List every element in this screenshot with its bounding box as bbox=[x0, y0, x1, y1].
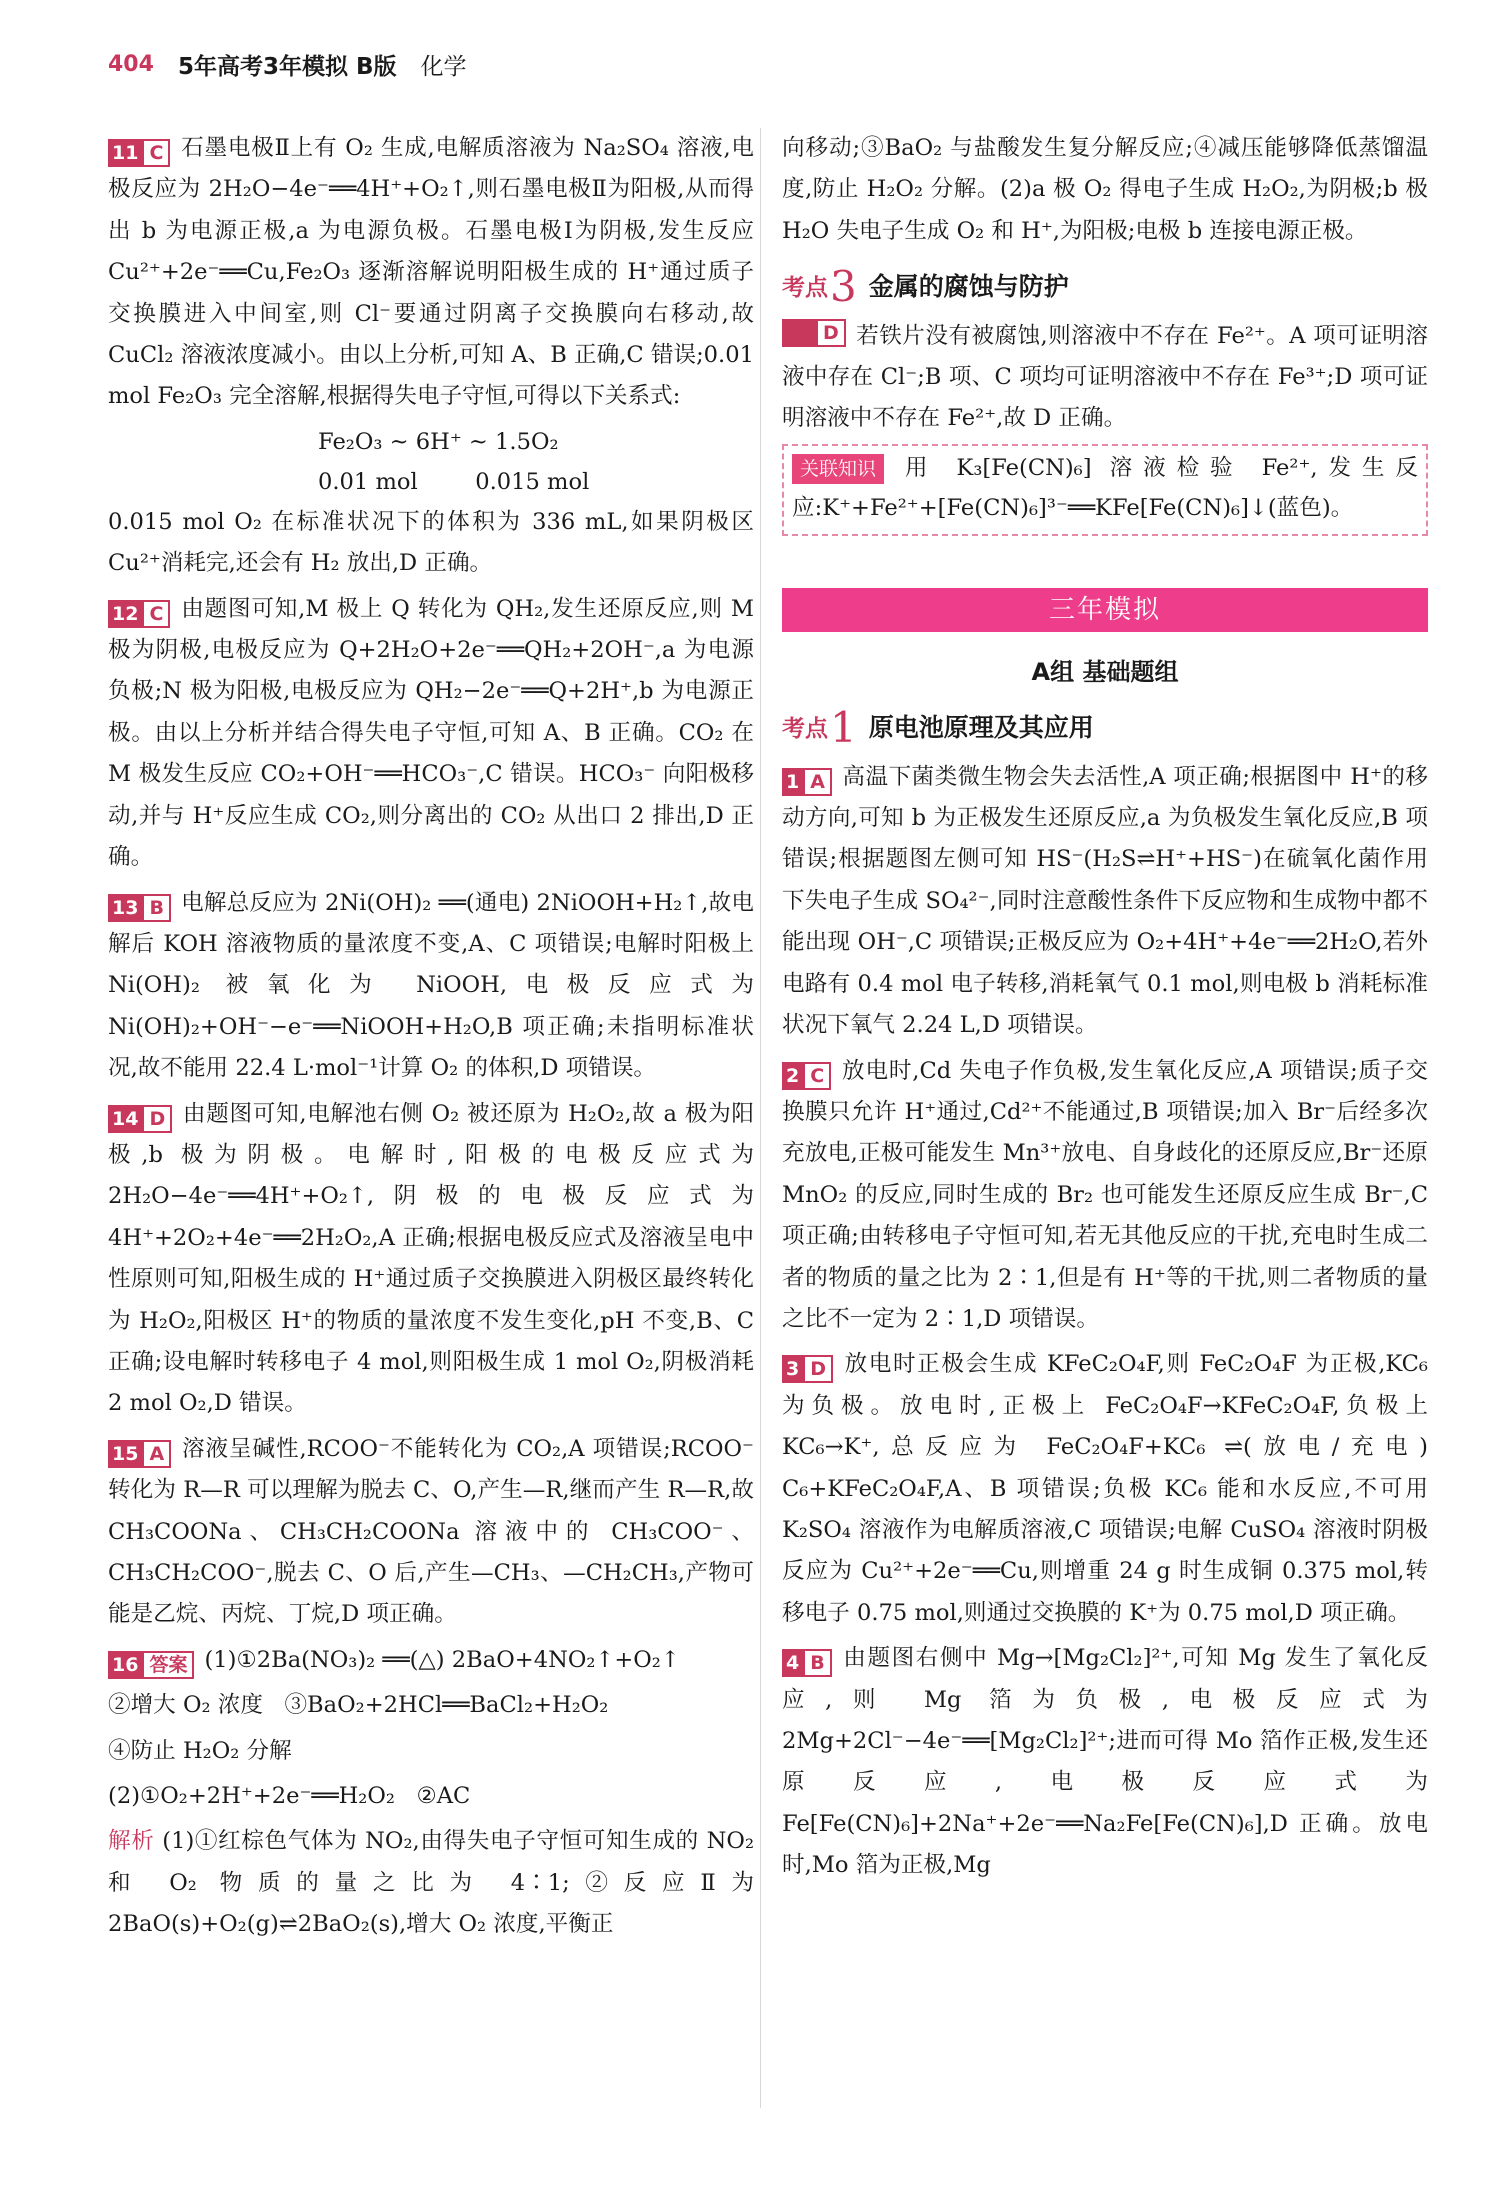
answer-text: 若铁片没有被腐蚀,则溶液中不存在 Fe²⁺。A 项可证明溶液中存在 Cl⁻;B 项、C 项均可证明溶液中不存在 Fe³⁺;D 项可证明溶液中不存在 Fe²⁺,故 D 正确。 bbox=[782, 322, 1428, 432]
answer-text: 由题图右侧中 Mg→[Mg₂Cl₂]²⁺,可知 Mg 发生了氧化反应,则 Mg 箔为负极,电极反应式为 2Mg+2Cl⁻−4e⁻══[Mg₂Cl₂]²⁺;进而可得 Mo 箔作正极,发生还原反应,电极反应式为 Fe[Fe(CN)₆]+2Na⁺+2e⁻══Na₂Fe[Fe(CN)₆],D 正确。放电时,Mo 箔为正极,Mg bbox=[782, 1645, 1428, 1879]
answer-text: 放电时正极会生成 KFeC₂O₄F,则 FeC₂O₄F 为正极,KC₆ 为负极。放电时,正极上 FeC₂O₄F→KFeC₂O₄F,负极上 KC₆→K⁺,总反应为 FeC₂O₄F+KC₆ ⇌(放电/充电) C₆+KFeC₂O₄F,A、B 项错误;负极 KC₆ 能和水反应,不可用 K₂SO₄ 溶液作为电解质溶液,C 项错误;电解 CuSO₄ 溶液时阴极反应为 Cu²⁺+2e⁻══Cu,则增重 24 g 时生成铜 0.375 mol,转移电子 0.75 mol,则通过交换膜的 K⁺为 0.75 mol,D 项正确。 bbox=[782, 1351, 1428, 1626]
answer-11 bbox=[108, 128, 754, 418]
book-title: 5年高考3年模拟 B版 bbox=[177, 53, 397, 80]
section-heading-kd3: 考点3 金属的腐蚀与防护 bbox=[782, 262, 1069, 312]
left-column bbox=[108, 128, 754, 1950]
question-badge: 11 C bbox=[108, 139, 170, 167]
answer-2 bbox=[782, 1051, 1428, 1341]
subject-label: 化学 bbox=[420, 53, 467, 80]
answer-line: ②增大 O₂ 浓度 ③BaO₂+2HCl══BaCl₂+H₂O₂ bbox=[108, 1692, 609, 1719]
page-number: 404 bbox=[108, 51, 154, 77]
answer-12 bbox=[108, 589, 754, 879]
answer-3 bbox=[782, 1344, 1428, 1634]
answer-text: 由题图可知,M 极上 Q 转化为 QH₂,发生还原反应,则 M 极为阴极,电极反应为 Q+2H₂O+2e⁻══QH₂+2OH⁻,a 为电源负极;N 极为阳极,电极反应为 QH₂−2e⁻══Q+2H⁺,b 为电源正极。由以上分析并结合得失电子守恒,可知 A、B 正确。CO₂ 在 M 极发生反应 CO₂+OH⁻══HCO₃⁻,C 错误。HCO₃⁻ 向阳极移动,并与 H⁺反应生成 CO₂,则分离出的 CO₂ 从出口 2 排出,D 正确。 bbox=[108, 595, 754, 871]
question-badge: 15 A bbox=[108, 1440, 171, 1468]
analysis-text: (1)①红棕色气体为 NO₂,由得失电子守恒可知生成的 NO₂ 和 O₂ 物质的量之比为 4∶1;②反应Ⅱ为 2BaO(s)+O₂(g)⇌2BaO₂(s),增大 O₂ 浓度,平衡正 bbox=[108, 1828, 755, 1938]
answer-text: 由题图可知,电解池右侧 O₂ 被还原为 H₂O₂,故 a 极为阳极,b 极为阴极。电解时,阳极的电极反应式为 2H₂O−4e⁻══4H⁺+O₂↑,阴极的电极反应式为 4H⁺+2O₂+4e⁻══2H₂O₂,A 正确;根据电极反应式及溶液呈电中性原则可知,阳极生成的 H⁺通过质子交换膜进入阴极区最终转化为 H₂O₂,阳极区 H⁺的物质的量浓度不发生变化,pH 不变,B、C 正确;设电解时转移电子 4 mol,则阳极生成 1 mol O₂,阴极消耗 2 mol O₂,D 错误。 bbox=[108, 1100, 754, 1417]
answer-1 bbox=[782, 757, 1428, 1047]
answer-16 bbox=[108, 1640, 754, 1681]
relation-equation: Fe₂O₃ ~ 6H⁺ ~ 1.5O₂ bbox=[318, 428, 559, 455]
answer-text: 石墨电极Ⅱ上有 O₂ 生成,电解质溶液为 Na₂SO₄ 溶液,电极反应为 2H₂O−4e⁻══4H⁺+O₂↑,则石墨电极Ⅱ为阳极,从而得出 b 为电源正极,a 为电源负极。石墨电极Ⅰ为阴极,发生反应 Cu²⁺+2e⁻══Cu,Fe₂O₃ 逐渐溶解说明阳极生成的 H⁺通过质子交换膜进入中间室,则 Cl⁻要通过阴离子交换膜向右移动,故 CuCl₂ 溶液浓度减小。由以上分析,可知 A、B 正确,C 错误;0.01 mol Fe₂O₃ 完全溶解,根据得失电子守恒,可得以下关系式: bbox=[108, 135, 754, 410]
related-text: 用 K₃[Fe(CN)₆] 溶液检验 Fe²⁺,发生反应:K⁺+Fe²⁺+[Fe(CN)₆]³⁻══KFe[Fe(CN)₆]↓(蓝色)。 bbox=[792, 454, 1418, 521]
question-badge: 2 C bbox=[782, 1062, 831, 1090]
question-badge: 13 B bbox=[108, 894, 171, 922]
answer-text: 溶液呈碱性,RCOO⁻不能转化为 CO₂,A 项错误;RCOO⁻转化为 R—R 可以理解为脱去 C、O,产生—R,继而产生 R—R,故 CH₃COONa、CH₃CH₂COONa 溶液中的 CH₃COO⁻、CH₃CH₂COO⁻,脱去 C、O 后,产生—CH₃、—CH₂CH₃,产物可能是乙烷、丙烷、丁烷,D 项正确。 bbox=[108, 1435, 754, 1628]
question-badge: D bbox=[782, 319, 846, 347]
answer-text: (1)①2Ba(NO₃)₂ ══(△) 2BaO+4NO₂↑+O₂↑ bbox=[204, 1646, 680, 1673]
right-column bbox=[782, 128, 1428, 1891]
relation-amounts: 0.01 mol 0.015 mol bbox=[318, 468, 590, 495]
analysis-label: 解析 bbox=[108, 1828, 155, 1855]
answer-15 bbox=[108, 1429, 754, 1636]
answer-text: 向移动;③BaO₂ 与盐酸发生复分解反应;④减压能够降低蒸馏温度,防止 H₂O₂ 分解。(2)a 极 O₂ 得电子生成 H₂O₂,为阴极;b 极 H₂O 失电子生成 O₂ 和 H⁺,为阳极;电极 b 连接电源正极。 bbox=[782, 135, 1428, 244]
group-heading: A组 基础题组 bbox=[1031, 657, 1179, 686]
question-badge: 16 答案 bbox=[108, 1651, 194, 1679]
answer-text: 高温下菌类微生物会失去活性,A 项正确;根据图中 H⁺的移动方向,可知 b 为正极发生还原反应,a 为负极发生氧化反应,B 项错误;根据题图左侧可知 HS⁻(H₂S⇌H⁺+HS⁻)在硫氧化菌作用下失电子生成 SO₄²⁻,同时注意酸性条件下反应物和生成物中都不能出现 OH⁻,C 项错误;正极反应为 O₂+4H⁺+4e⁻══2H₂O,若外电路有 0.4 mol 电子转移,消耗氧气 0.1 mol,则电极 b 消耗标准状况下氧气 2.24 L,D 项错误。 bbox=[782, 763, 1428, 1039]
answer-text: 电解总反应为 2Ni(OH)₂ ══(通电) 2NiOOH+H₂↑,故电解后 KOH 溶液物质的量浓度不变,A、C 项错误;电解时阳极上 Ni(OH)₂ 被氧化为 NiOOH,电极反应式为 Ni(OH)₂+OH⁻−e⁻══NiOOH+H₂O,B 项正确;未指明标准状况,故不能用 22.4 L·mol⁻¹计算 O₂ 的体积,D 项错误。 bbox=[108, 889, 754, 1082]
column-divider bbox=[760, 128, 761, 2108]
related-tag: 关联知识 bbox=[792, 454, 884, 484]
answer-text: 放电时,Cd 失电子作负极,发生氧化反应,A 项错误;质子交换膜只允许 H⁺通过,Cd²⁺不能通过,B 项错误;加入 Br⁻后经多次充放电,正极可能发生 Mn³⁺放电、自身歧化的还原反应,Br⁻还原 MnO₂ 的反应,同时生成的 Br₂ 也可能发生还原反应生成 Br⁻,C 项正确;由转移电子守恒可知,若无其他反应的干扰,充电时生成二者的物质的量之比为 2∶1,但是有 H⁺等的干扰,则二者物质的量之比不一定为 2∶1,D 项错误。 bbox=[782, 1057, 1428, 1332]
analysis bbox=[108, 1821, 754, 1945]
section-heading-kd1: 考点1 原电池原理及其应用 bbox=[782, 703, 1094, 753]
answer-line: (2)①O₂+2H⁺+2e⁻══H₂O₂ ②AC bbox=[108, 1783, 471, 1810]
question-badge: 4 B bbox=[782, 1649, 832, 1677]
related-knowledge-box bbox=[782, 444, 1428, 536]
page-header bbox=[108, 42, 466, 86]
answer-14 bbox=[108, 1094, 754, 1425]
answer-4 bbox=[782, 1638, 1428, 1886]
answer-kd3 bbox=[782, 316, 1428, 440]
answer-13 bbox=[108, 883, 754, 1090]
question-badge: 12 C bbox=[108, 600, 170, 628]
answer-text: 0.015 mol O₂ 在标准状况下的体积为 336 mL,如果阴极区 Cu²⁺消耗完,还会有 H₂ 放出,D 正确。 bbox=[108, 508, 754, 577]
question-badge: 14 D bbox=[108, 1105, 172, 1133]
question-badge: 3 D bbox=[782, 1355, 833, 1383]
question-badge: 1 A bbox=[782, 768, 832, 796]
section-banner: 三年模拟 bbox=[782, 588, 1428, 632]
answer-line: ④防止 H₂O₂ 分解 bbox=[108, 1737, 292, 1764]
